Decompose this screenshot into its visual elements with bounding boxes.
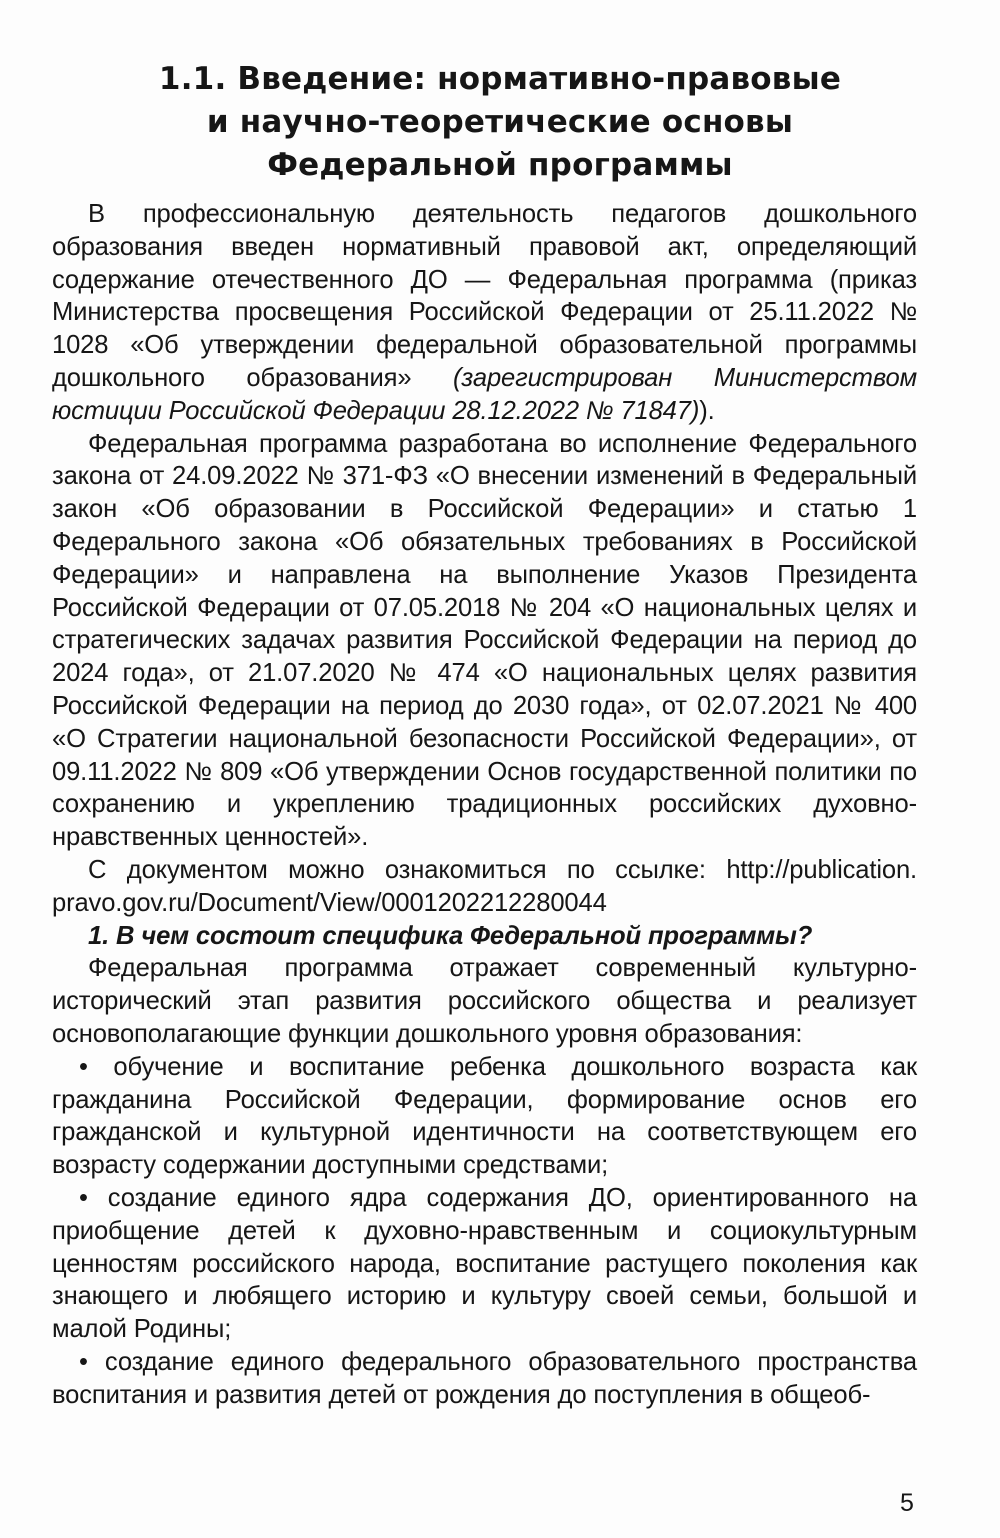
bullet-item: • обучение и воспитание ребенка дошкольного возраста как гражданина Российской Федерации, формирование основ его гражданской и культурной идентичности на соответствующем его возрасту содержании доступными средствами; xyxy=(52,1052,917,1180)
paragraph-functions: Федеральная программа отражает современный культурно-исторический этап развития российского общества и реализует основополагающие функции дошкольного уровня образования: xyxy=(52,954,917,1048)
paragraph-intro-end: ). xyxy=(699,396,715,425)
bullet-item: • создание единого ядра содержания ДО, ориентированного на приобщение детей к духовно-нравственным и социокультурным ценностям российского народа, воспитание растущего поколения как знающего и любящего историю и культуру своей семьи, большой и малой Родины; xyxy=(52,1183,917,1344)
section-heading xyxy=(100,58,900,187)
paragraph-intro-registration: (зарегистрирован Министерством юстиции Российской Федерации 28.12.2022 № 71847) xyxy=(52,363,917,425)
body-text xyxy=(52,198,917,1411)
paragraph-intro xyxy=(52,198,917,428)
question-heading: 1. В чем состоит специфика Федеральной программы? xyxy=(88,921,813,950)
heading-line-3: Федеральной программы xyxy=(267,147,733,183)
paragraph-document-link: С документом можно ознакомиться по ссылке: http://publication. pravo.gov.ru/Document/View/0001202212280044 xyxy=(52,855,917,917)
paragraph-intro-main: В профессиональную деятельность педагогов дошкольного образования введен нормативный правовой акт, определяющий содержание отечественного ДО — Федеральная программа (приказ Министерства просвещения Российской Федерации от 25.11.2022 № 1028 «Об утверждении федеральной образовательной программы дошкольного образования» xyxy=(52,200,917,392)
paragraph-legal-basis: Федеральная программа разработана во исполнение Федерального закона от 24.09.2022 № 371-ФЗ «О внесении изменений в Федеральный закон «Об образовании в Российской Федерации» и статью 1 Федерального закона «Об обязательных требованиях в Российской Федерации» и направлена на выполнение Указов Президента Российской Федерации от 07.05.2018 № 204 «О национальных целях и стратегических задачах развития Российской Федерации на период до 2024 года», от 21.07.2020 № 474 «О национальных целях развития Российской Федерации на период до 2030 года», от 02.07.2021 № 400 «О Стратегии национальной безопасности Российской Федерации», от 09.11.2022 № 809 «Об утверждении Основ государственной политики по сохранению и укреплению традиционных российских духовно-нравственных ценностей». xyxy=(52,429,917,852)
page-number: 5 xyxy=(900,1489,914,1517)
heading-line-2: и научно-теоретические основы xyxy=(206,104,794,140)
bullet-item: • создание единого федерального образовательного пространства воспитания и развития детей от рождения до поступления в общеоб- xyxy=(52,1347,917,1409)
heading-line-1: 1.1. Введение: нормативно-правовые xyxy=(158,61,842,97)
